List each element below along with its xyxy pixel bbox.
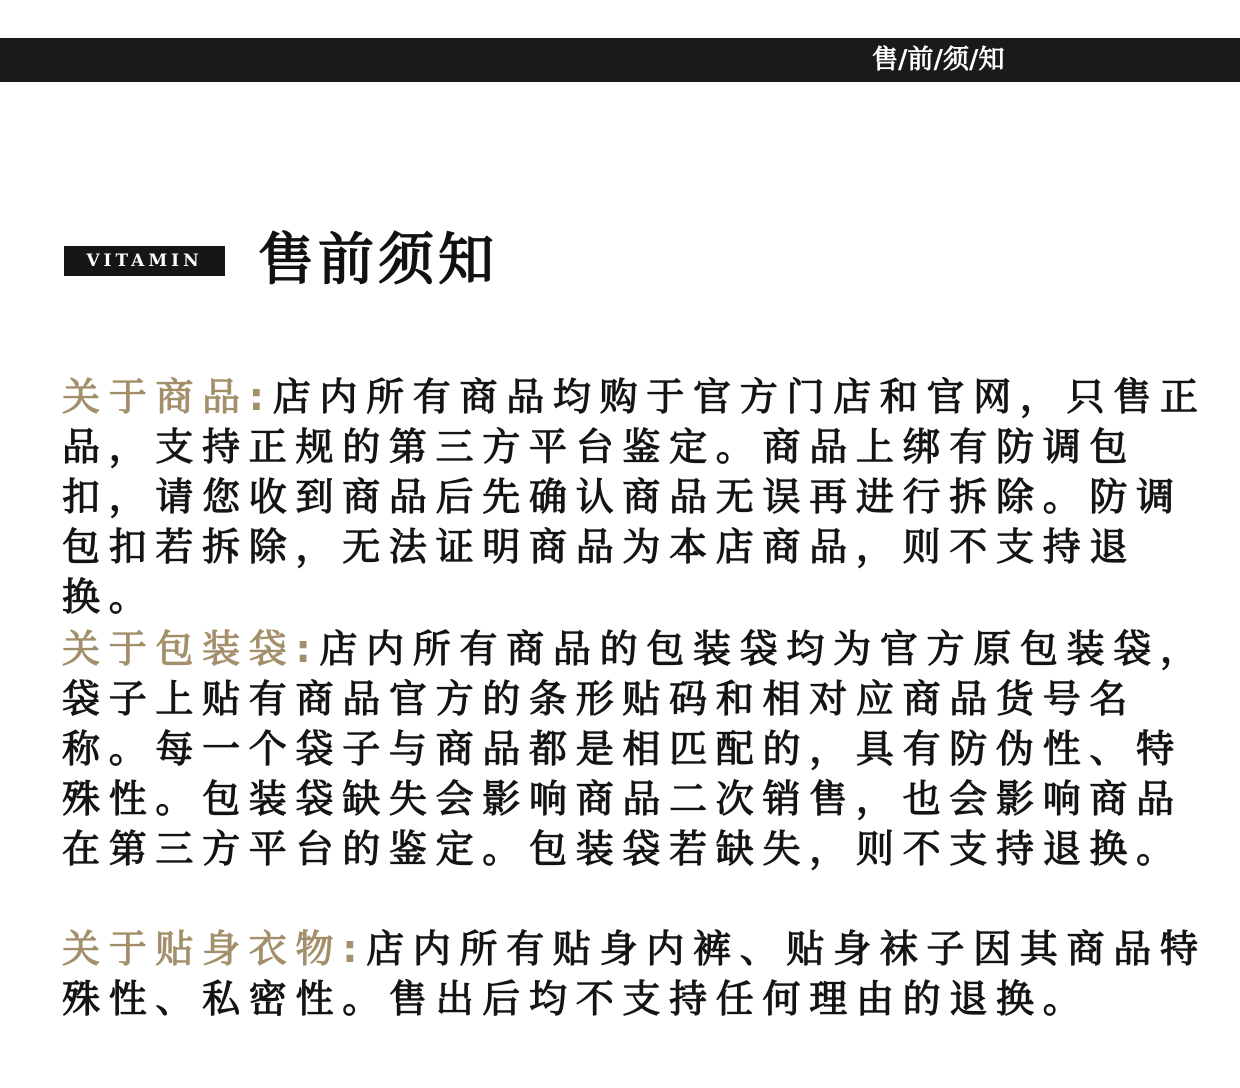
banner-title: 售/前/须/知 [872,45,1005,75]
section-about-goods [62,372,1222,622]
section-text: 店内所有贴身内裤、贴身袜子因其商品特殊性、私密性。售出后均不支持任何理由的退换。 [62,927,1207,1021]
section-text: 店内所有商品均购于官方门店和官网，只售正品，支持正规的第三方平台鉴定。商品上绑有防调包扣，请您收到商品后先确认商品无误再进行拆除。防调包扣若拆除，无法证明商品为本店商品，则不支持退换。 [62,375,1207,619]
section-label: 关于商品: [62,375,273,419]
page-title: 售前须知 [258,228,498,293]
section-label: 关于包装袋: [62,627,320,671]
section-about-intimate-apparel [62,924,1222,1024]
brand-logo: VITAMIN [64,246,225,276]
section-label: 关于贴身衣物: [62,927,367,971]
section-text: 店内所有商品的包装袋均为官方原包装袋，袋子上贴有商品官方的条形贴码和相对应商品货号名称。每一个袋子与商品都是相匹配的，具有防伪性、特殊性。包装袋缺失会影响商品二次销售，也会影响商品在第三方平台的鉴定。包装袋若缺失，则不支持退换。 [62,627,1207,871]
top-banner-bar [0,38,1240,82]
section-about-packaging-bag [62,624,1222,874]
